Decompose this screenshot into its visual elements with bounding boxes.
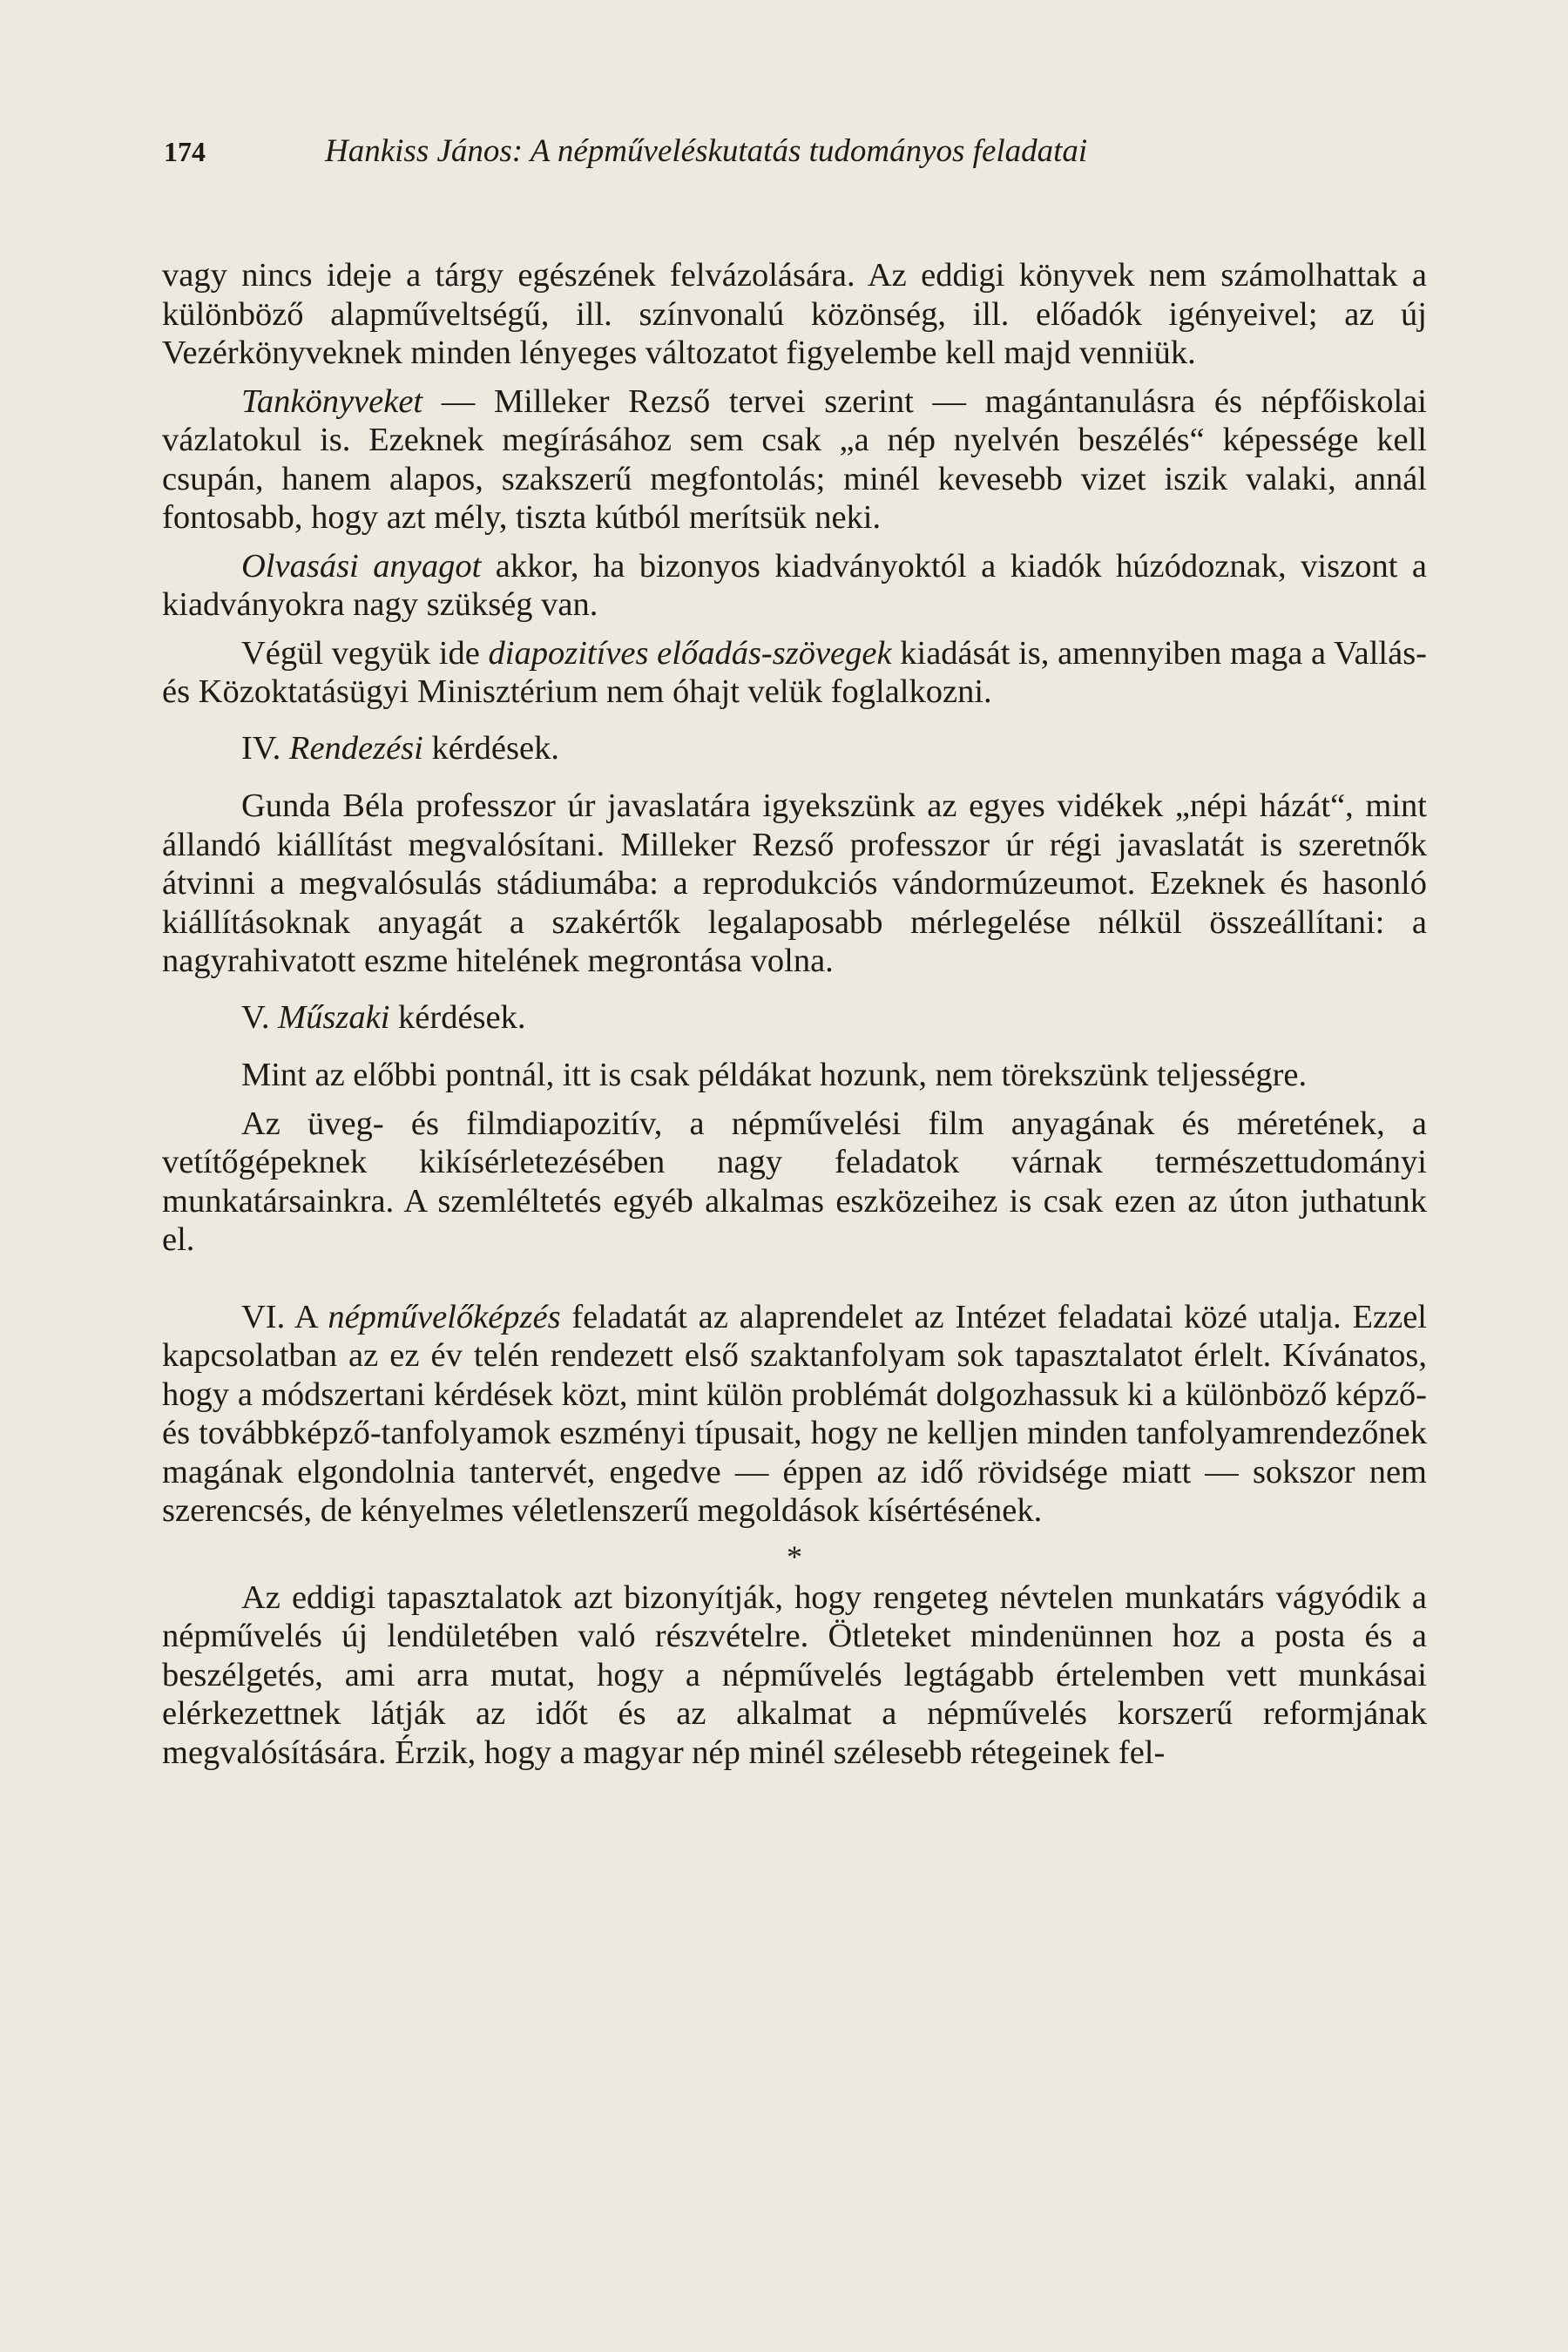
- section-v-number: V.: [241, 998, 279, 1036]
- paragraph-tapasztalatok: Az eddigi tapasztalatok azt bizonyítják, hogy rengeteg névtelen munkatárs vágyódik a népművelés új lendületében való részvételre. Ötleteket mindenünnen hoz a posta és a beszélgetés, ami arra mutat, hogy a népművelés legtágabb értelemben vett munkásai elérkezettnek látják az időt és az alkalmat a népművelés korszerű reformjának megvalósítására. Érzik, hogy a magyar nép minél szélesebb rétegeinek fel-: [162, 1578, 1427, 1771]
- paragraph-olvasasi-anyag: [162, 547, 1427, 625]
- term-tankonyveket: Tankönyveket: [241, 382, 423, 420]
- section-vi-number: VI. A: [241, 1298, 328, 1335]
- paragraph-diapozitives-text: kiadását is, amennyiben maga a Vallás- és Közoktatásügyi Minisztérium nem óhajt velük foglalkozni.: [162, 634, 1427, 710]
- body-text: [162, 256, 1427, 1772]
- section-heading-v: [162, 998, 1427, 1037]
- paragraph-diapozitives-start: Végül vegyük ide: [241, 634, 489, 672]
- section-heading-iv: [162, 729, 1427, 768]
- paragraph-peldak: Mint az előbbi pontnál, itt is csak példákat hozunk, nem törekszünk teljességre.: [241, 1057, 1308, 1093]
- running-title: Hankiss János: A népműveléskutatás tudományos feladatai: [325, 133, 1088, 169]
- term-olvasasi-anyagot: Olvasási anyagot: [241, 547, 482, 585]
- paragraph-vezerkonyvek: vagy nincs ideje a tárgy egészének felvázolására. Az eddigi könyvek nem számolhattak a különböző alapműveltségű, ill. színvonalú közönség, ill. előadók igényeivel; az új Vezérkönyveknek minden lényeges változatot figyelembe kell majd venniük.: [162, 257, 1427, 371]
- section-v-term: Műszaki: [278, 998, 390, 1036]
- term-diapozitives: diapozitíves előadás-szövegek: [488, 634, 892, 672]
- paragraph-tankonyvek-text: — Milleker Rezső tervei szerint — magántanulásra és népfőiskolai vázlatokul is. Ezeknek megírásához sem csak „a nép nyelvén beszélés“ képessége kell csupán, hanem alapos, szakszerű megfontolás; minél kevesebb vizet iszik valaki, annál fontosabb, hogy azt mély, tiszta kútból merítsük neki.: [162, 382, 1427, 536]
- page-number: 174: [164, 136, 206, 167]
- paragraph-diapozitiv: Az üveg- és filmdiapozitív, a népművelési film anyagának és méretének, a vetítőgépeknek kikísérletezésében nagy feladatok várnak természettudományi munkatársainkra. A szemléltetés egyéb alkalmas eszközeihez is csak ezen az úton juthatunk el.: [162, 1105, 1427, 1258]
- section-separator: *: [787, 1538, 802, 1574]
- section-iv-term: Rendezési: [288, 729, 423, 767]
- paragraph-rendezesi: Gunda Béla professzor úr javaslatára igyekszünk az egyes vidékek „népi házát“, mint állandó kiállítást megvalósítani. Milleker Rezső professzor úr régi javaslatát is szeretnők átvinni a megvalósulás stádiumába: a reprodukciós vándormúzeumot. Ezeknek és hasonló kiállításoknak anyagát a szakértők legalaposabb mérlegelése nélkül összeállítani: a nagyrahivatott eszme hitelének megrontása volna.: [162, 787, 1427, 979]
- section-vi-term: népművelőképzés: [328, 1298, 561, 1335]
- paragraph-diapozitives: [162, 634, 1427, 712]
- paragraph-olvasasi-anyag-text: akkor, ha bizonyos kiadványoktól a kiadók húzódoznak, viszont a kiadványokra nagy szükség van.: [162, 547, 1427, 623]
- section-vi-text: feladatát az alaprendelet az Intézet feladatai közé utalja. Ezzel kapcsolatban az ez év telén rendezett első szaktanfolyam sok tapasztalatot érlelt. Kívánatos, hogy a módszertani kérdések közt, mint külön problémát dolgozhassuk ki a különböző képző- és továbbképző-tanfolyamok eszményi típusait, hogy ne kelljen minden tanfolyamrendezőnek magának elgondolnia tantervét, engedve — éppen az idő rövidsége miatt — sokszor nem szerencsés, de kényelmes véletlenszerű megoldások kísértésének.: [162, 1298, 1427, 1529]
- paragraph-tankonyvek: [162, 382, 1427, 537]
- section-iv-text: kérdések.: [422, 729, 559, 767]
- paragraph-section-vi: [162, 1298, 1427, 1531]
- running-header: [164, 132, 1436, 171]
- section-v-text: kérdések.: [389, 998, 526, 1036]
- section-iv-number: IV.: [241, 729, 289, 767]
